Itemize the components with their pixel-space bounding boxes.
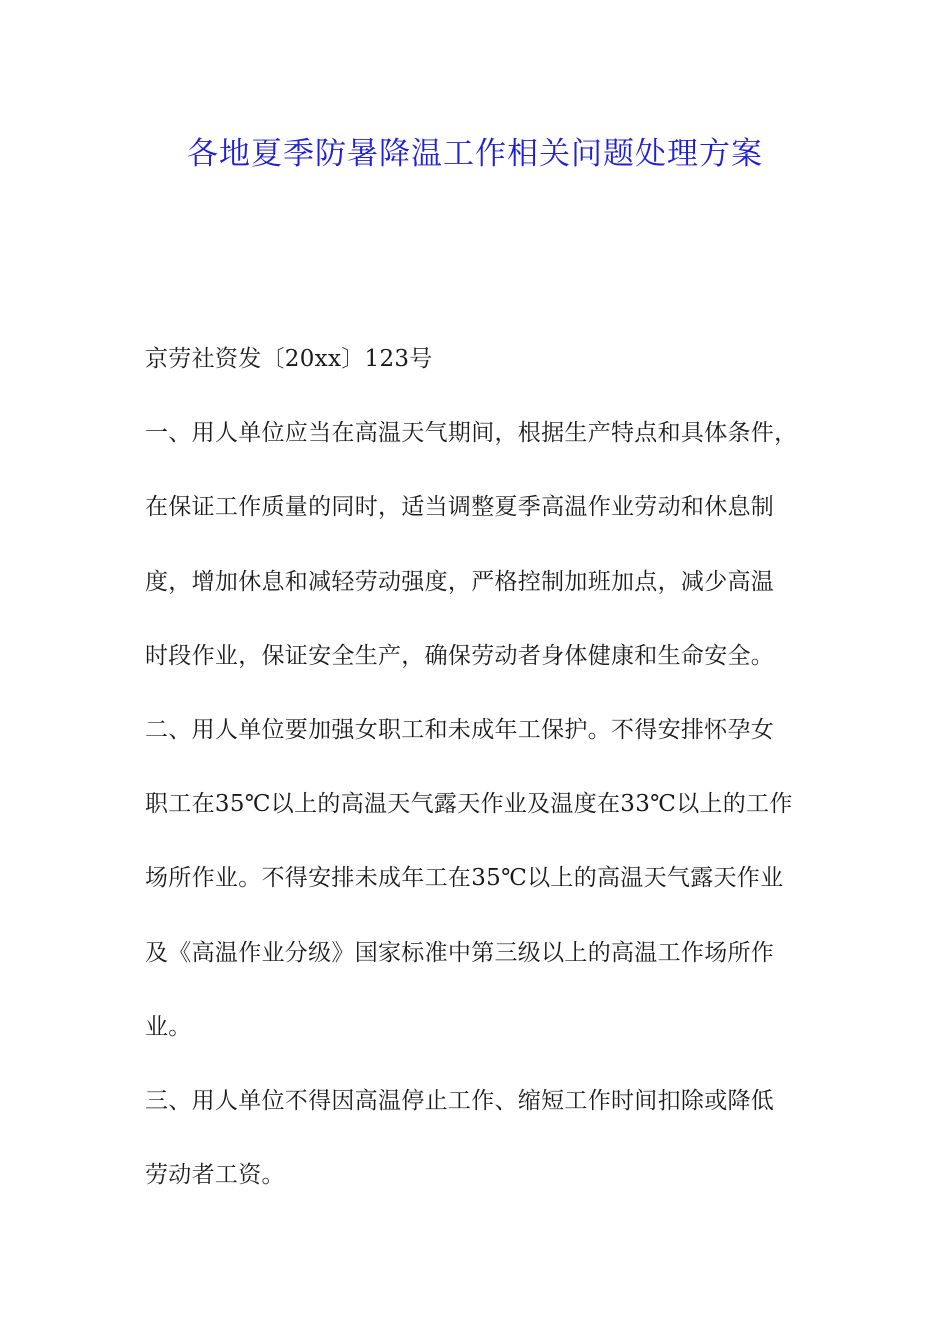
body-line-5: 二、用人单位要加强女职工和未成年工保护。不得安排怀孕女 bbox=[145, 716, 775, 743]
body-line-10: 三、用人单位不得因高温停止工作、缩短工作时间扣除或降低 bbox=[145, 1087, 775, 1114]
document-body bbox=[145, 342, 835, 1232]
body-line-7: 场所作业。不得安排未成年工在35℃以上的高温天气露天作业 bbox=[145, 865, 784, 892]
body-line-9: 业。 bbox=[145, 1013, 192, 1040]
document-number: 京劳社资发〔20xx〕123号 bbox=[145, 346, 433, 372]
body-line-2: 在保证工作质量的同时，适当调整夏季高温作业劳动和休息制 bbox=[145, 494, 775, 521]
body-line-6: 职工在35℃以上的高温天气露天作业及温度在33℃以上的工作 bbox=[145, 791, 793, 818]
body-line-11: 劳动者工资。 bbox=[145, 1162, 285, 1189]
document-title: 各地夏季防暑降温工作相关问题处理方案 bbox=[187, 136, 763, 172]
body-line-3: 度，增加休息和减轻劳动强度，严格控制加班加点，减少高温 bbox=[145, 568, 775, 595]
body-line-4: 时段作业，保证安全生产，确保劳动者身体健康和生命安全。 bbox=[145, 642, 775, 669]
body-line-8: 及《高温作业分级》国家标准中第三级以上的高温工作场所作 bbox=[145, 939, 775, 966]
body-line-1: 一、用人单位应当在高温天气期间，根据生产特点和具体条件， bbox=[145, 420, 798, 447]
